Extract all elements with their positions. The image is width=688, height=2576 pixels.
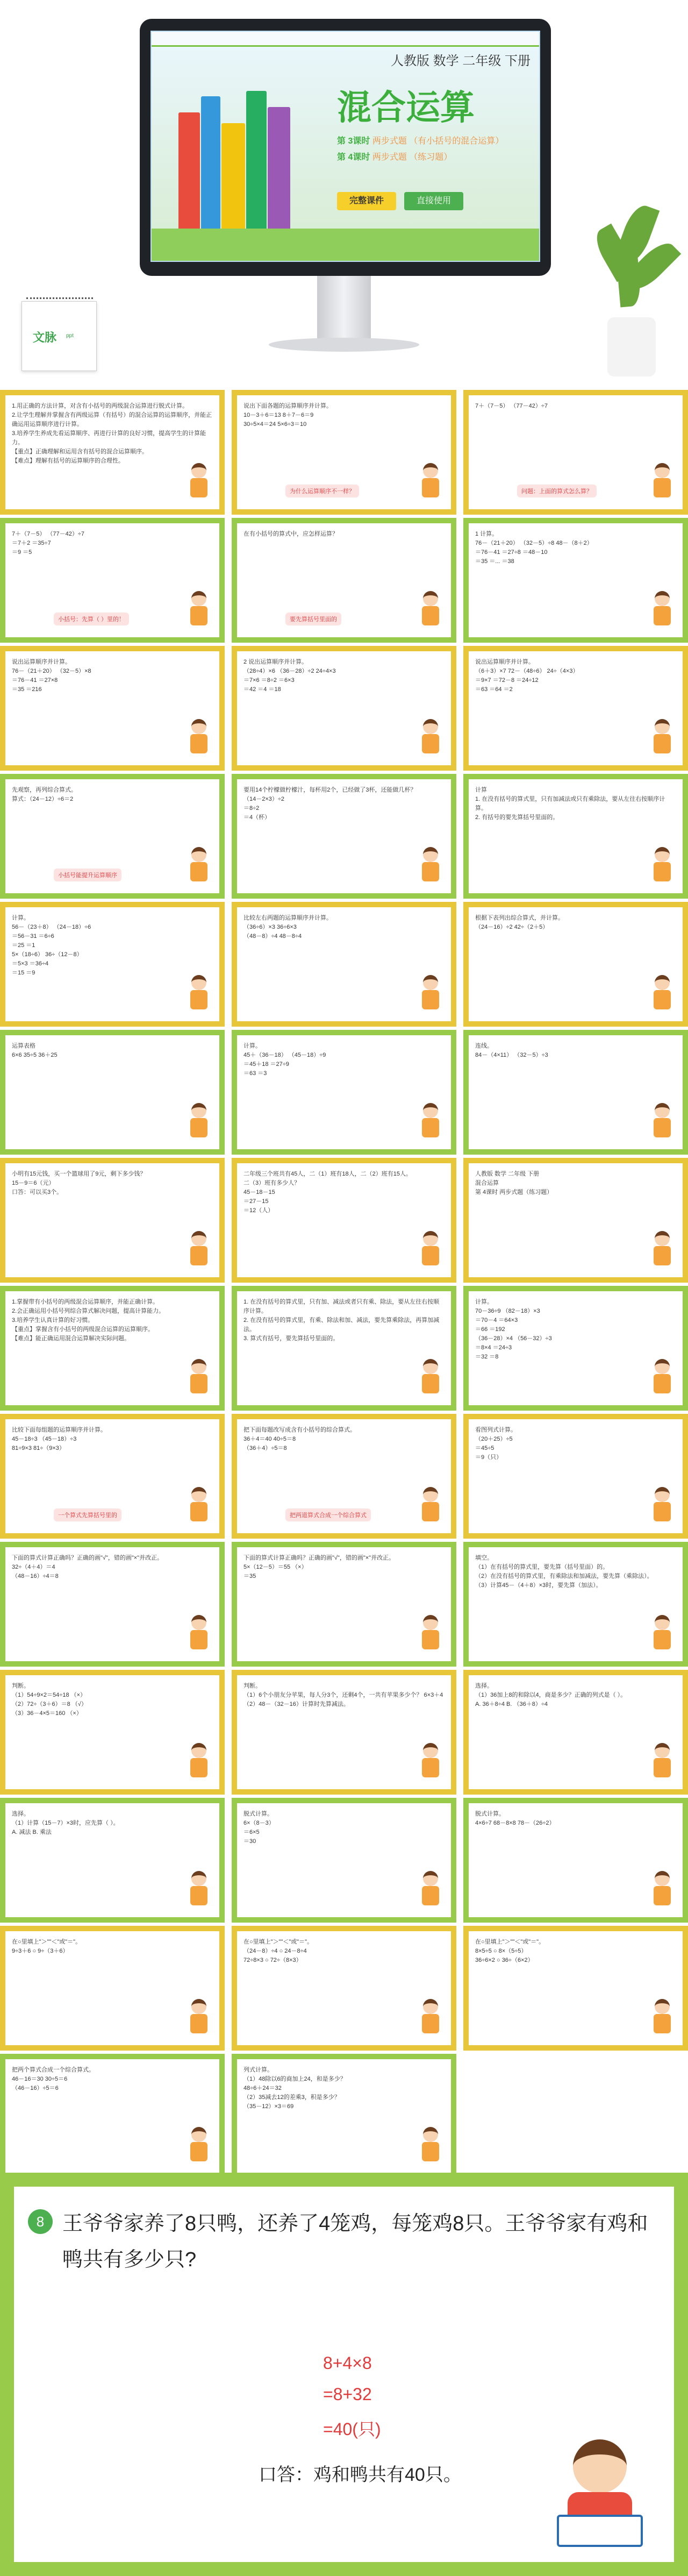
cartoon-kid-icon: [419, 591, 442, 629]
slide-text: 脱式计算。 4×6÷7 68－8×8 78－（26÷2）: [475, 1811, 555, 1827]
full-courseware-button[interactable]: 完整课件: [337, 192, 396, 210]
cover-edition: 人教版 数学 二年级 下册: [390, 54, 531, 68]
cartoon-kid-icon: [650, 1999, 674, 2037]
slide-text: 人教版 数学 二年级 下册 混合运算 第 4课时 两步式题（练习题）: [475, 1171, 553, 1196]
cartoon-kid-icon: [187, 2127, 211, 2165]
slide-thumbnail[interactable]: [463, 774, 688, 899]
cartoon-kid-icon: [419, 975, 442, 1013]
slide-text: 说出下面各题的运算顺序并计算。 10－3＋6＝13 8＋7－6＝9 30÷5×4＝24 5×6÷3＝10: [243, 403, 332, 428]
slide-text: 计算。 56－（23＋8） （24－18）÷6 ＝56－31 ＝6÷6 ＝25 ＝1 5×（18÷6） 36÷（12－8） ＝5×3 ＝36÷4 ＝15 ＝9: [12, 915, 91, 977]
cartoon-kid-icon: [650, 1103, 674, 1141]
slide-thumbnail[interactable]: [232, 1158, 456, 1283]
cartoon-kid-icon: [650, 1743, 674, 1781]
slide-thumbnail[interactable]: [463, 1286, 688, 1411]
plant-pot: [607, 317, 656, 376]
cartoon-kid-icon: [650, 847, 674, 885]
monitor-stand: [317, 276, 371, 340]
slide-text: 计算。 45＋（36－18） （45－18）÷9 ＝45＋18 ＝27÷9 ＝63 ＝3: [243, 1043, 326, 1077]
cartoon-kid-icon: [419, 847, 442, 885]
slide-thumbnail[interactable]: [463, 1158, 688, 1283]
cartoon-kid-icon: [419, 1487, 442, 1525]
calendar-logo-sub: ppt: [66, 333, 74, 339]
slide-thumbnail[interactable]: [463, 1798, 688, 1923]
slide-thumbnail[interactable]: [0, 1286, 225, 1411]
slide-thumbnail[interactable]: [463, 646, 688, 771]
cartoon-kid-icon: [187, 1487, 211, 1525]
slide-text: 比较左右两题的运算顺序并计算。 （36÷6）×3 36÷6×3 （48－8）÷4 48－8÷4: [243, 915, 332, 940]
lesson-4-line: [337, 150, 452, 162]
word-problem-text: 王爷爷家养了8只鸭，还养了4笼鸡，每笼鸡8只。王爷爷家有鸡和鸭共有多少只?: [62, 2212, 648, 2271]
slide-text: 在○里填上"＞""＜"或"＝"。 9÷3＋6 ○ 9÷（3＋6）: [12, 1939, 82, 1955]
lesson-4-text: 两步式题: [372, 153, 407, 162]
cover-topbar: [152, 32, 539, 47]
monitor: [140, 19, 551, 276]
equation-line-2: =8+32: [323, 2385, 372, 2404]
cartoon-kid-icon: [650, 1231, 674, 1269]
slide-thumbnail[interactable]: [0, 1926, 225, 2051]
slide-text: 填空。 （1）在有括号的算式里，要先算（括号里面）的。 （2）在没有括号的算式里，有乘除法和加减法，要先算（乘除法）。 （3）计算45－（4＋8）×3时，要先算（加法）。: [475, 1555, 653, 1589]
slide-text: 1. 在没有括号的算式里，只有加、减法或者只有乘、除法，要从左往右按顺序计算。 2. 在没有括号的算式里，有乘、除法和加、减法，要先算乘除法，再算加减法。 3. 算式有括号，要先算括号里面的。: [243, 1299, 440, 1342]
slide-thumbnail[interactable]: [232, 2054, 456, 2179]
cartoon-kid-icon: [419, 719, 442, 757]
slide-thumbnail-grid: [0, 390, 688, 2173]
slide-thumbnail[interactable]: [232, 1670, 456, 1795]
cartoon-kid-icon: [187, 1103, 211, 1141]
cartoon-kid-icon: [419, 463, 442, 501]
slide-text: 7＋（7－5） （77－42）÷7 ＝7＋2 ＝35÷7 ＝9 ＝5: [12, 531, 85, 556]
slide-thumbnail[interactable]: [0, 1670, 225, 1795]
slide-thumbnail[interactable]: [463, 518, 688, 643]
oral-answer: 口答：鸡和鸭共有40只。: [259, 2465, 462, 2485]
slide-thumbnail[interactable]: [232, 902, 456, 1027]
lesson-3-label: 第 3课时: [337, 137, 370, 146]
books-illustration: [168, 69, 307, 247]
calendar-logo: 文脉: [33, 331, 57, 344]
hero-section: [0, 0, 688, 390]
slide-thumbnail[interactable]: [0, 2054, 225, 2179]
slide-thumbnail[interactable]: [463, 1030, 688, 1155]
cartoon-kid-icon: [419, 1231, 442, 1269]
slide-thumbnail[interactable]: [0, 1414, 225, 1539]
slide-thumbnail[interactable]: [0, 774, 225, 899]
slide-text: 连线。 84－（4×11） （32－5）÷3: [475, 1043, 548, 1059]
slide-text: 要用14个柠檬做柠檬汁，每杯用2个，已经做了3杯，还能做几杯？ （14－2×3）÷2 ＝8÷2 ＝4（杯）: [243, 787, 417, 821]
lesson-3-note: （有小括号的混合运算）: [409, 137, 504, 146]
lesson-3-text: 两步式题: [372, 137, 407, 146]
slide-text: 下面的算式计算正确吗？正确的画"√"，错的画"×"并改正。 32÷（4＋4）＝4 （48－16）÷4＝8: [12, 1555, 163, 1580]
slide-thumbnail[interactable]: [0, 390, 225, 515]
slide-text: 1.用正确的方法计算，对含有小括号的两级混合运算进行脱式计算。 2.让学生理解并掌握含有两级运算（有括号）的混合运算的运算顺序，并能正确运用运算顺序进行计算。 3.培养学生养成先看运算顺序、再进行计算的良好习惯，提高学生的计算能力。 【重点】正确理解和运用含有括号的混合运算顺序。 【难点】理解有括号的运算顺序的合理性。: [12, 403, 212, 465]
cartoon-kid-icon: [419, 1999, 442, 2037]
slide-thumbnail[interactable]: [0, 1798, 225, 1923]
speech-bubble: 一个算式先算括号里的: [54, 1508, 121, 1521]
cartoon-kid-icon: [187, 719, 211, 757]
cartoon-kid-icon: [650, 1487, 674, 1525]
cartoon-kid-icon: [187, 1231, 211, 1269]
slide-thumbnail[interactable]: [232, 1542, 456, 1667]
slide-text: 先观察，再列综合算式。 算式：（24－12）÷6＝2: [12, 787, 77, 803]
speech-bubble: 小括号：先算（ ）里的！: [54, 613, 129, 625]
equation-line-1: 8+4×8: [323, 2353, 372, 2373]
lesson-3-line: [337, 134, 504, 146]
slide-thumbnail[interactable]: [0, 518, 225, 643]
slide-text: 列式计算。 （1）48除以6的商加上24，和是多少？ 48÷6＋24＝32 （2）35减去12的差乘3，积是多少？ （35－12）×3＝69: [243, 2067, 346, 2110]
cartoon-kid-icon: [419, 2127, 442, 2165]
equation-line-3: =40(只): [323, 2420, 381, 2439]
slide-thumbnail[interactable]: [463, 390, 688, 515]
cover-title: 混合运算: [337, 88, 475, 127]
cartoon-kid-icon: [419, 1871, 442, 1909]
cartoon-kid-icon: [419, 1359, 442, 1397]
desk-calendar: [22, 301, 97, 371]
cartoon-kid-icon: [650, 1359, 674, 1397]
cartoon-kid-icon: [419, 1743, 442, 1781]
slide-thumbnail[interactable]: [463, 1542, 688, 1667]
slide-thumbnail[interactable]: [0, 646, 225, 771]
slide-text: 看图列式计算。 （20＋25）÷5 ＝45÷5 ＝9（只）: [475, 1427, 517, 1461]
cartoon-kid-icon: [650, 1871, 674, 1909]
slide-thumbnail[interactable]: [232, 1030, 456, 1155]
cartoon-kid-icon: [419, 1103, 442, 1141]
slide-thumbnail[interactable]: [232, 518, 456, 643]
monitor-base: [269, 338, 419, 352]
final-slide: [0, 2173, 688, 2576]
question-number-badge: 8: [28, 2209, 53, 2234]
cartoon-kid-icon: [187, 975, 211, 1013]
cartoon-kid-icon: [187, 591, 211, 629]
slide-text: 在○里填上"＞""＜"或"＝"。 （24－8）÷4 ○ 24－8÷4 72÷8×3 ○ 72÷（8×3）: [243, 1939, 313, 1964]
slide-text: 下面的算式计算正确吗？正确的画"√"，错的画"×"并改正。 5×（12－5）＝55 （×） ＝35: [243, 1555, 395, 1580]
slide-text: 7＋（7－5） （77－42）÷7: [475, 403, 548, 409]
slide-text: 选择。 （1）计算（15－7）×3时，应先算（ ）。 A. 减法 B. 乘法: [12, 1811, 119, 1836]
slide-thumbnail[interactable]: [463, 902, 688, 1027]
cartoon-kid-icon: [187, 463, 211, 501]
slide-thumbnail[interactable]: [232, 1414, 456, 1539]
slide-text: 运算表格 6×6 35÷5 36＋25: [12, 1043, 58, 1059]
cartoon-kid-icon: [187, 1615, 211, 1653]
slide-text: 把下面每题改写成含有小括号的综合算式。 36＋4＝40 40÷5＝8 （36＋4）÷5＝8: [243, 1427, 356, 1452]
cartoon-kid-icon: [187, 1871, 211, 1909]
slide-text: 二年级三个班共有45人，二（1）班有18人，二（2）班有15人。 二（3）班有多少人？ 45－18－15 ＝27－15 ＝12（人）: [243, 1171, 412, 1214]
slide-text: 计算 1. 在没有括号的算式里，只有加减法或只有乘除法，要从左往右按顺序计算。 2. 有括号的要先算括号里面的。: [475, 787, 665, 821]
slide-text: 在有小括号的算式中，应怎样运算？: [243, 531, 338, 537]
slide-thumbnail[interactable]: [232, 1926, 456, 2051]
slide-thumbnail[interactable]: [232, 1798, 456, 1923]
kid-reading-illustration: [546, 2434, 659, 2563]
speech-bubble: 要先算括号里面的: [285, 613, 341, 625]
calendar-rings: [26, 297, 93, 304]
slide-thumbnail[interactable]: [232, 774, 456, 899]
slide-text: 计算。 70－36÷9 （82－18）×3 ＝70－4 ＝64×3 ＝66 ＝192 （36－28）×4 （56－32）÷3 ＝8×4 ＝24÷3 ＝32 ＝8: [475, 1299, 552, 1361]
cartoon-kid-icon: [187, 1359, 211, 1397]
plant-illustration: [591, 194, 672, 376]
speech-bubble: 问题：上面的算式怎么算？: [517, 485, 597, 497]
slide-text: 1.掌握带有小括号的两级混合运算顺序，并能正确计算。 2.会正确运用小括号列综合算式解决问题，提高计算能力。 3.培养学生认真计算的好习惯。 【重点】掌握含有小括号的两级混合运算的运算顺序。 【难点】能正确运用混合运算解决实际问题。: [12, 1299, 165, 1342]
direct-use-button[interactable]: 直接使用: [404, 192, 463, 210]
slide-thumbnail[interactable]: [232, 646, 456, 771]
slide-text: 脱式计算。 6×（8－3） ＝6×5 ＝30: [243, 1811, 275, 1845]
cartoon-kid-icon: [650, 463, 674, 501]
grass-strip: [152, 229, 539, 261]
slide-thumbnail[interactable]: [232, 390, 456, 515]
slide-text: 1 计算。 76－（21＋20） （32－5）÷8 48－（8＋2） ＝76－41 ＝27÷8 ＝48－10 ＝35 ＝... ＝38: [475, 531, 593, 565]
slide-text: 在○里填上"＞""＜"或"＝"。 8×5÷5 ○ 8×（5÷5） 36÷6×2 ○ 36÷（6×2）: [475, 1939, 545, 1964]
slide-text: 根据下表列出综合算式，并计算。 （24－16）÷2 42÷（2＋5）: [475, 915, 564, 931]
lesson-4-note: （练习题）: [409, 153, 453, 162]
slide-thumbnail[interactable]: [0, 902, 225, 1027]
lesson-4-label: 第 4课时: [337, 153, 370, 162]
slide-thumbnail[interactable]: [0, 1542, 225, 1667]
slide-text: 说出运算顺序并计算。 （6＋3）×7 72－（48÷6） 24÷（4×3） ＝9×7 ＝72－8 ＝24÷12 ＝63 ＝64 ＝2: [475, 659, 579, 693]
slide-thumbnail[interactable]: [0, 1158, 225, 1283]
slide-text: 选择。 （1）36加上8的和除以4，商是多少？正确的列式是（ ）。 A. 36＋8÷4 B. （36＋8）÷4: [475, 1683, 627, 1708]
cartoon-kid-icon: [650, 591, 674, 629]
slide-text: 把两个算式合成一个综合算式。 46－16＝30 30÷5＝6 （46－16）÷5＝6: [12, 2067, 95, 2092]
cartoon-kid-icon: [187, 1999, 211, 2037]
speech-bubble: 把两道算式合成一个综合算式: [285, 1508, 371, 1521]
slide-text: 2 说出运算顺序并计算。 （28÷4）×6 （36－28）÷2 24÷4×3 ＝7×6 ＝8÷2 ＝6×3 ＝42 ＝4 ＝18: [243, 659, 336, 693]
slide-thumbnail[interactable]: [463, 1670, 688, 1795]
cartoon-kid-icon: [650, 975, 674, 1013]
slide-text: 比较下面每组题的运算顺序并计算。 45－18÷3 （45－18）÷3 81÷9×3 81÷（9×3）: [12, 1427, 106, 1452]
cartoon-kid-icon: [419, 1615, 442, 1653]
slide-text: 判断。 （1）54÷9×2＝54÷18 （×） （2）72÷（3＋6）＝8 （√） （3）36－4×5＝160 （×）: [12, 1683, 87, 1717]
cartoon-kid-icon: [187, 847, 211, 885]
cartoon-kid-icon: [650, 1615, 674, 1653]
cartoon-kid-icon: [187, 1743, 211, 1781]
slide-text: 小明有15元钱，买一个篮球用了9元，剩下多少钱？ 15－9＝6（元） 口答：可以买3个。: [12, 1171, 146, 1196]
slide-text: 判断。 （1）6个小朋友分苹果，每人分3个，还剩4个，一共有苹果多少个？ 6×3＋4 （2）48－（32－16）计算时先算减法。: [243, 1683, 443, 1708]
slide-thumbnail[interactable]: [463, 1926, 688, 2051]
cartoon-kid-icon: [650, 719, 674, 757]
speech-bubble: 为什么运算顺序不一样？: [285, 485, 359, 497]
cover-slide: [150, 31, 540, 262]
slide-thumbnail[interactable]: [232, 1286, 456, 1411]
slide-thumbnail[interactable]: [0, 1030, 225, 1155]
slide-text: 说出运算顺序并计算。 76－（21＋20） （32－5）×8 ＝76－41 ＝27×8 ＝35 ＝216: [12, 659, 91, 693]
slide-thumbnail[interactable]: [463, 1414, 688, 1539]
speech-bubble: 小括号能提升运算顺序: [54, 869, 121, 881]
